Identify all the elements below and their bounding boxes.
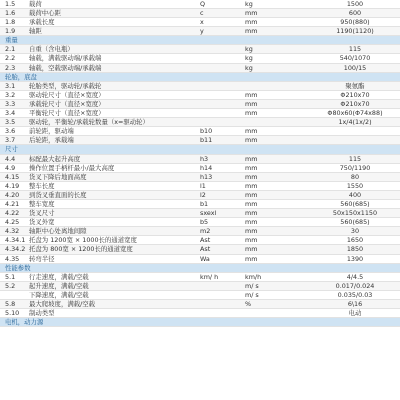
row-symbol: Wa bbox=[200, 254, 210, 263]
row-description: 整车长度 bbox=[29, 181, 55, 190]
row-description: 载荷 bbox=[29, 0, 42, 8]
row-symbol: Ast bbox=[200, 245, 211, 254]
table-row bbox=[0, 282, 400, 291]
row-number: 4.21 bbox=[5, 199, 20, 208]
row-description: 到货叉垂直面的长度 bbox=[29, 190, 87, 199]
section-header bbox=[0, 36, 400, 45]
row-number: 3.7 bbox=[5, 136, 16, 145]
row-symbol: h14 bbox=[200, 163, 213, 172]
row-unit: kg bbox=[245, 63, 253, 72]
row-unit: mm bbox=[245, 154, 258, 163]
row-number: 5.8 bbox=[5, 300, 16, 308]
table-row bbox=[0, 64, 400, 73]
row-number: 4.15 bbox=[5, 172, 20, 181]
row-symbol: l1 bbox=[200, 181, 206, 190]
table-row bbox=[0, 182, 400, 191]
row-number: 1.8 bbox=[5, 18, 16, 27]
row-symbol: m2 bbox=[200, 227, 211, 236]
row-unit: m/ s bbox=[245, 290, 259, 299]
row-number: 3.1 bbox=[5, 81, 16, 90]
row-value: 30 bbox=[350, 227, 360, 236]
row-value: 1390 bbox=[346, 254, 364, 263]
table-row bbox=[0, 118, 400, 127]
row-value: 4/4.5 bbox=[346, 272, 364, 281]
row-description: 货叉尺寸 bbox=[29, 209, 55, 218]
section-header bbox=[0, 145, 400, 154]
row-symbol: Ast bbox=[200, 236, 211, 245]
row-symbol: Q bbox=[200, 0, 206, 8]
table-row bbox=[0, 173, 400, 182]
section-title: 轮胎，底盘 bbox=[5, 72, 37, 81]
row-value: 115 bbox=[348, 154, 362, 163]
table-row bbox=[0, 0, 400, 9]
table-row bbox=[0, 291, 400, 300]
row-number: 5.2 bbox=[5, 281, 16, 290]
row-number: 2.2 bbox=[5, 54, 16, 63]
row-value: 0.017/0.024 bbox=[335, 281, 375, 290]
row-number: 4.34.2 bbox=[5, 245, 26, 254]
row-value: 50x150x1150 bbox=[332, 209, 378, 218]
row-symbol: b5 bbox=[200, 218, 209, 227]
table-row bbox=[0, 273, 400, 282]
row-unit: mm bbox=[245, 90, 258, 99]
row-number: 4.4 bbox=[5, 154, 16, 163]
section-title: 电机，动力源 bbox=[5, 318, 44, 327]
row-unit: mm bbox=[245, 227, 258, 236]
row-value: 560(685) bbox=[340, 199, 370, 208]
row-unit: mm bbox=[245, 163, 258, 172]
row-value: 80 bbox=[350, 172, 360, 181]
table-row bbox=[0, 45, 400, 54]
section-title: 性能参数 bbox=[5, 263, 31, 272]
row-unit: mm bbox=[245, 190, 258, 199]
row-unit: km/h bbox=[245, 272, 262, 281]
row-number: 3.4 bbox=[5, 109, 16, 118]
table-row bbox=[0, 227, 400, 236]
row-number: 2.1 bbox=[5, 45, 16, 54]
row-unit: mm bbox=[245, 127, 258, 136]
row-value: 1500 bbox=[346, 0, 364, 8]
row-description: 轴距中心处离地间隙 bbox=[29, 227, 87, 236]
row-value: 400 bbox=[348, 190, 362, 199]
row-number: 4.35 bbox=[5, 254, 20, 263]
row-unit: mm bbox=[245, 199, 258, 208]
table-row bbox=[0, 309, 400, 318]
row-unit: kg bbox=[245, 45, 253, 54]
row-number: 4.19 bbox=[5, 181, 20, 190]
row-description: 行走速度，满载/空载 bbox=[29, 272, 89, 281]
row-unit: mm bbox=[245, 136, 258, 145]
row-unit: mm bbox=[245, 181, 258, 190]
table-row bbox=[0, 27, 400, 36]
row-unit: % bbox=[245, 300, 252, 308]
row-unit: mm bbox=[245, 218, 258, 227]
row-description: 轮胎类型，驱动轮/承载轮 bbox=[29, 81, 102, 90]
row-symbol: km/ h bbox=[200, 272, 219, 281]
row-number: 4.9 bbox=[5, 163, 16, 172]
row-description: 平衡轮尺寸（直径×宽度） bbox=[29, 109, 105, 118]
row-description: 托盘为 1200宽 × 1000长的通道宽度 bbox=[29, 236, 137, 245]
table-row bbox=[0, 127, 400, 136]
table-row bbox=[0, 18, 400, 27]
row-unit: m/ s bbox=[245, 281, 259, 290]
row-number: 1.5 bbox=[5, 0, 16, 8]
row-symbol: l2 bbox=[200, 190, 206, 199]
row-value: 750/1190 bbox=[339, 163, 371, 172]
row-number: 4.25 bbox=[5, 218, 20, 227]
row-value: 0.035/0.03 bbox=[337, 290, 373, 299]
row-symbol: x bbox=[200, 18, 204, 27]
row-unit: mm bbox=[245, 245, 258, 254]
row-description: 驱动轮尺寸（直径×宽度） bbox=[29, 90, 105, 99]
table-row bbox=[0, 91, 400, 100]
row-description: 轴距 bbox=[29, 27, 42, 36]
row-value: Φ210x70 bbox=[340, 99, 370, 108]
row-value: Φ210x70 bbox=[340, 90, 370, 99]
row-value: 540/1070 bbox=[339, 54, 371, 63]
row-description: 制动类型 bbox=[29, 309, 55, 318]
row-value: 1650 bbox=[346, 236, 364, 245]
row-number: 4.22 bbox=[5, 209, 20, 218]
row-description: 托盘为 800宽 × 1200长的通道宽度 bbox=[29, 245, 133, 254]
row-symbol: c bbox=[200, 9, 204, 17]
row-value: 聚氨酯 bbox=[345, 81, 365, 90]
table-row bbox=[0, 155, 400, 164]
row-number: 5.10 bbox=[5, 309, 20, 318]
table-row bbox=[0, 209, 400, 218]
table-row bbox=[0, 164, 400, 173]
row-description: 货叉外宽 bbox=[29, 218, 55, 227]
table-row bbox=[0, 109, 400, 118]
row-description: 承载长度 bbox=[29, 18, 55, 27]
table-row bbox=[0, 236, 400, 245]
row-description: 前轮距，驱动端 bbox=[29, 127, 74, 136]
row-unit: mm bbox=[245, 236, 258, 245]
section-title: 重量 bbox=[5, 36, 18, 45]
row-description: 操作位置手柄杆最小/最大高度 bbox=[29, 163, 115, 172]
row-number: 4.32 bbox=[5, 227, 20, 236]
row-value: 560(685) bbox=[340, 218, 370, 227]
row-symbol: b10 bbox=[200, 127, 213, 136]
section-title: 尺寸 bbox=[5, 145, 18, 154]
row-number: 4.20 bbox=[5, 190, 20, 199]
row-unit: mm bbox=[245, 99, 258, 108]
row-unit: mm bbox=[245, 109, 258, 118]
table-row bbox=[0, 191, 400, 200]
table-row bbox=[0, 9, 400, 18]
row-value: 电动 bbox=[348, 309, 362, 318]
table-row bbox=[0, 100, 400, 109]
row-number: 3.5 bbox=[5, 118, 16, 127]
row-description: 最大爬坡度，满载/空载 bbox=[29, 300, 96, 308]
row-value: 6\16 bbox=[347, 300, 363, 308]
row-value: 1850 bbox=[346, 245, 364, 254]
row-value: 600 bbox=[348, 9, 362, 17]
row-number: 3.6 bbox=[5, 127, 16, 136]
row-symbol: y bbox=[200, 27, 204, 36]
row-value: 115 bbox=[348, 45, 362, 54]
row-value: 100/15 bbox=[343, 63, 367, 72]
row-description: 轴载，满载驱动端/承载端 bbox=[29, 54, 102, 63]
section-header bbox=[0, 318, 400, 327]
table-row bbox=[0, 218, 400, 227]
table-row bbox=[0, 255, 400, 264]
row-number: 3.2 bbox=[5, 90, 16, 99]
row-value: 1190(1120) bbox=[336, 27, 374, 36]
table-row bbox=[0, 200, 400, 209]
section-header bbox=[0, 73, 400, 82]
row-number: 1.9 bbox=[5, 27, 16, 36]
row-unit: mm bbox=[245, 9, 258, 17]
row-number: 1.6 bbox=[5, 9, 16, 17]
row-number: 2.3 bbox=[5, 63, 16, 72]
row-description: 轴载，空载驱动端/承载端 bbox=[29, 63, 102, 72]
row-symbol: b11 bbox=[200, 136, 213, 145]
row-unit: mm bbox=[245, 172, 258, 181]
row-description: 整车宽度 bbox=[29, 199, 55, 208]
section-header bbox=[0, 264, 400, 273]
row-symbol: h13 bbox=[200, 172, 213, 181]
row-unit: mm bbox=[245, 18, 258, 27]
row-value: 1x/4(1x/2) bbox=[338, 118, 372, 127]
row-description: 起升速度，满载/空载 bbox=[29, 281, 89, 290]
row-symbol: h3 bbox=[200, 154, 209, 163]
row-description: 载荷中心距 bbox=[29, 9, 61, 17]
row-description: 标配最大起升高度 bbox=[29, 154, 81, 163]
row-description: 下降速度，满载/空载 bbox=[29, 290, 89, 299]
row-symbol: sxexl bbox=[200, 209, 217, 218]
table-row bbox=[0, 54, 400, 63]
row-number: 4.34.1 bbox=[5, 236, 26, 245]
row-description: 承载轮尺寸（直径×宽度） bbox=[29, 99, 105, 108]
row-description: 驱动轮，平衡轮/承载轮数量（x=驱动轮） bbox=[29, 118, 149, 127]
table-row bbox=[0, 245, 400, 254]
row-unit: kg bbox=[245, 54, 253, 63]
row-description: 转弯半径 bbox=[29, 254, 55, 263]
row-unit: mm bbox=[245, 27, 258, 36]
table-row bbox=[0, 300, 400, 309]
row-description: 货叉下降后地面高度 bbox=[29, 172, 87, 181]
row-value: Φ80x60(Φ74x88) bbox=[327, 109, 383, 118]
table-row bbox=[0, 82, 400, 91]
row-unit: kg bbox=[245, 0, 253, 8]
row-value: 950(880) bbox=[340, 18, 370, 27]
row-description: 后轮距，承载端 bbox=[29, 136, 74, 145]
row-number: 3.3 bbox=[5, 99, 16, 108]
row-number: 5.1 bbox=[5, 272, 16, 281]
row-unit: mm bbox=[245, 254, 258, 263]
row-description: 自重（含电瓶） bbox=[29, 45, 74, 54]
row-value: 1550 bbox=[346, 181, 364, 190]
row-symbol: b1 bbox=[200, 199, 209, 208]
table-row bbox=[0, 136, 400, 145]
row-unit: mm bbox=[245, 209, 258, 218]
